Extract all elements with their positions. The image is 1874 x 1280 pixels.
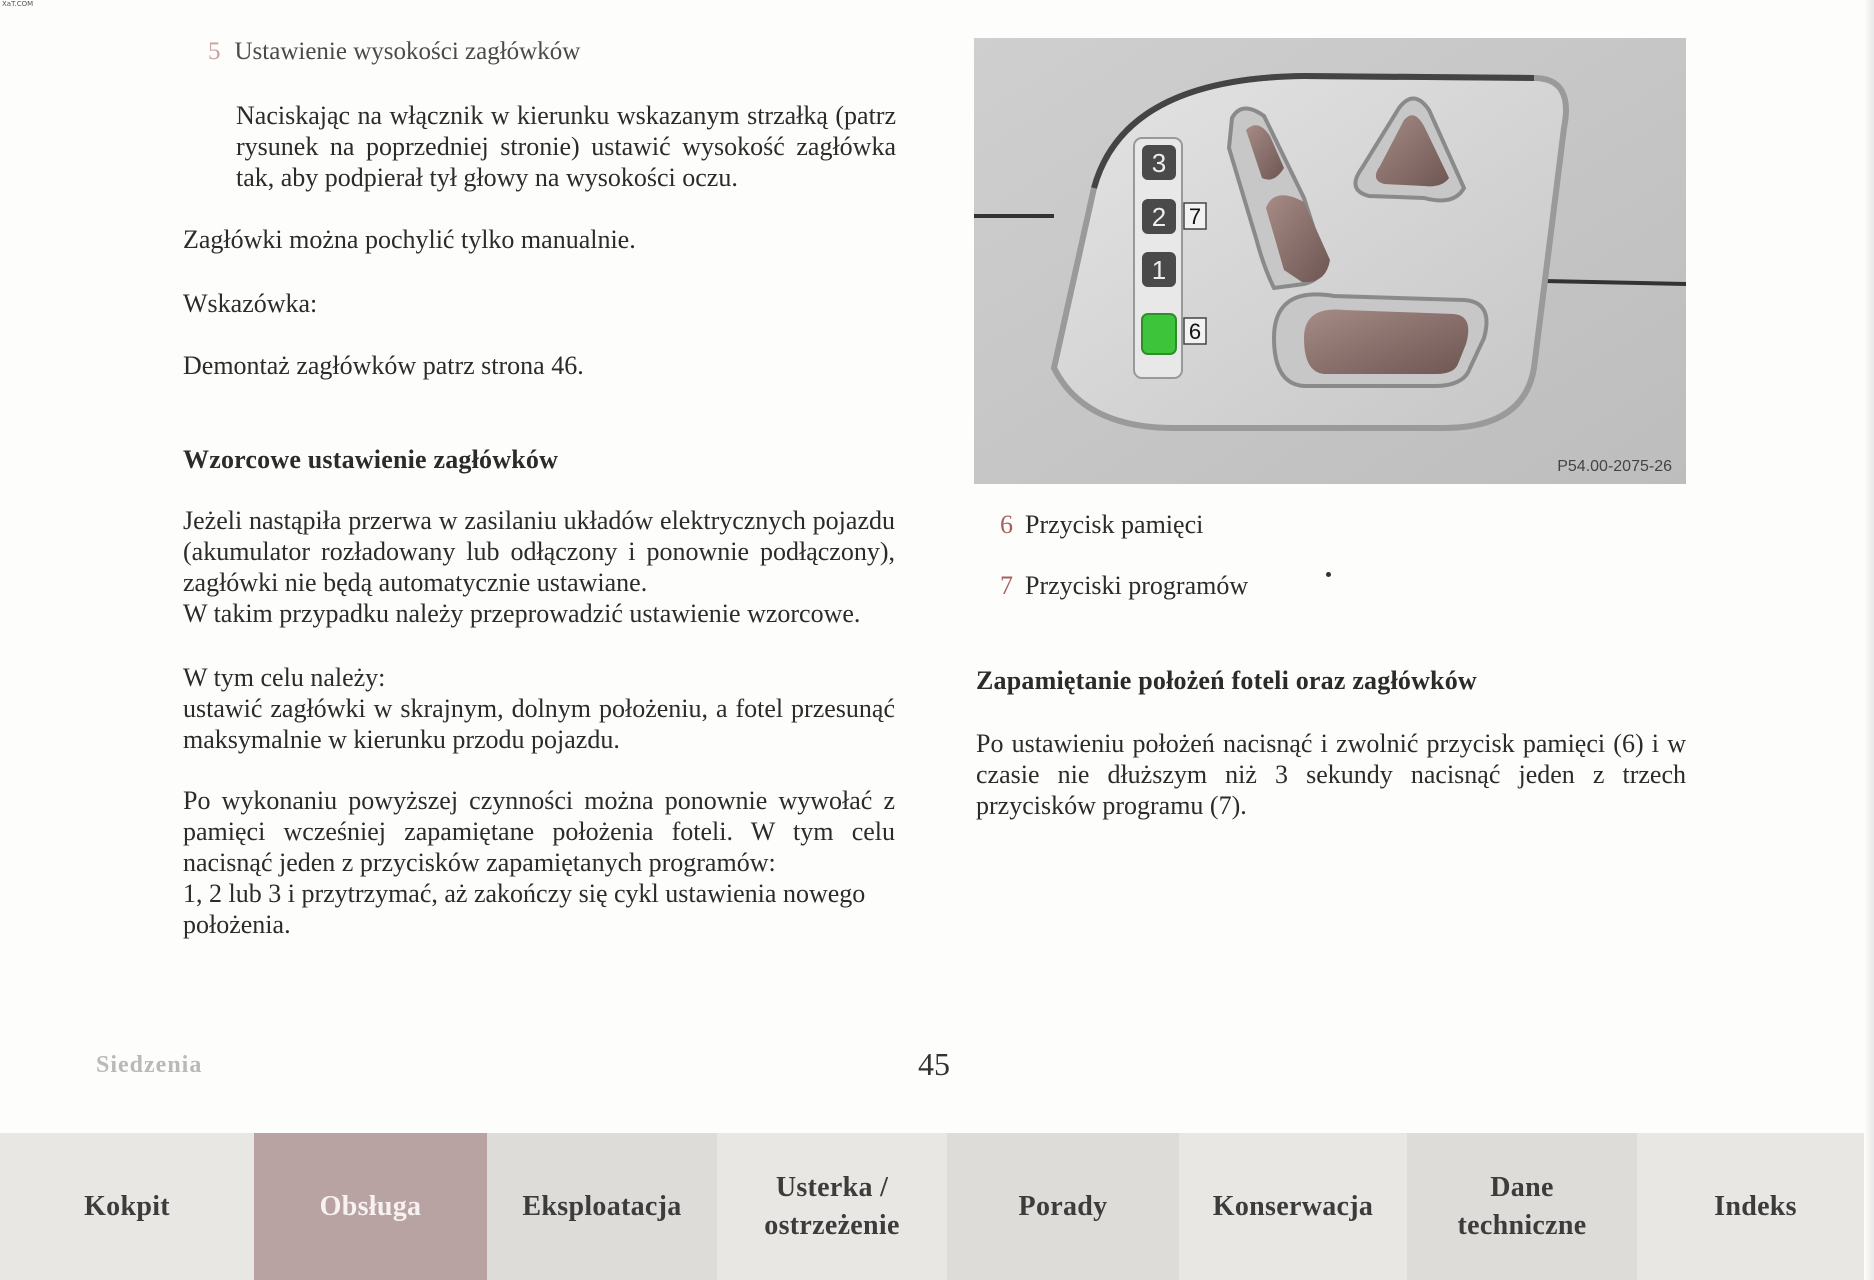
heading-reference-setting: Wzorcowe ustawienie zagłówków [183,445,559,474]
figure-label-6: 6 [1188,319,1202,344]
tab-label: Kokpit [84,1190,170,1222]
page-edge-shadow [1864,0,1874,1280]
tab-label: Eksploatacja [522,1190,682,1222]
paragraph-line: Jeżeli nastąpiła przerwa w zasilaniu układów elektrycznych pojazdu (akumulator rozładowany lub odłączony i ponownie podłączony), zagłówki nie będą automatycznie ustawiane. [183,506,895,597]
chapter-tab-bar [0,1133,1874,1280]
legend-number: 6 [1000,510,1013,539]
paragraph-line: 1, 2 lub 3 i przytrzymać, aż zakończy się cykl ustawienia nowego położenia. [183,879,866,939]
legend-number: 7 [1000,571,1013,600]
legend-item-memory-button [1000,510,1203,540]
paragraph-line: W takim przypadku należy przeprowadzić ustawienie wzorcowe. [183,599,861,628]
paragraph-line: W tym celu należy: [183,663,386,692]
page-number: 45 [918,1046,950,1082]
paragraph-line: ustawić zagłówki w skrajnym, dolnym położeniu, a fotel przesunąć maksymalnie w kierunku przodu pojazdu. [183,694,895,754]
tab-label-line2: techniczne [1457,1209,1587,1241]
program-button-label-3: 3 [1151,148,1167,178]
tab-label: Konserwacja [1212,1190,1374,1222]
legend-item-program-buttons [1000,571,1248,601]
paragraph-line: Po wykonaniu powyższej czynności można ponownie wywołać z pamięci wcześniej zapamiętane położenia foteli. W tym celu nacisnąć jeden z przycisków zapamiętanych programów: [183,786,895,877]
paragraph-power-interruption [183,505,895,629]
tab-label-line1: Usterka / [775,1171,889,1203]
stray-dot [1326,572,1331,577]
paragraph-tilt-manual: Zagłówki można pochylić tylko manualnie. [183,225,636,254]
tab-dane-techniczne[interactable] [1407,1133,1637,1280]
program-button-1 [1142,252,1176,287]
seat-control-figure [974,38,1686,484]
figure-reference-code: P54.00-2075-26 [1557,458,1672,475]
subheading-text: Ustawienie wysokości zagłówków [234,38,581,65]
tab-indeks[interactable] [1637,1133,1874,1280]
tab-kokpit[interactable] [0,1133,254,1280]
tab-obsluga[interactable] [254,1133,487,1280]
tab-eksploatacja[interactable] [487,1133,717,1280]
tab-usterka-ostrzezenie[interactable] [717,1133,947,1280]
program-button-label-1: 1 [1151,255,1167,285]
paragraph-removal-ref: Demontaż zagłówków patrz strona 46. [183,351,584,380]
tab-label: Indeks [1714,1190,1797,1222]
program-button-3 [1142,145,1176,180]
tab-konserwacja[interactable] [1179,1133,1407,1280]
subheading-number: 5 [208,38,221,65]
legend-text: Przyciski programów [1025,571,1249,600]
legend-text: Przycisk pamięci [1025,510,1204,539]
tab-label: Obsługa [319,1190,422,1222]
paragraph-memory-save: Po ustawieniu położeń nacisnąć i zwolnić przycisk pamięci (6) i w czasie nie dłuższym niż 3 sekundy nacisnąć jeden z trzech przycisków programu (7). [976,729,1686,820]
tab-label-line1: Dane [1490,1171,1554,1203]
tab-label: Porady [1018,1190,1108,1222]
watermark: XaT.COM [2,0,34,8]
paragraph-recall [183,785,895,940]
tab-porady[interactable] [947,1133,1179,1280]
tab-label-line2: ostrzeżenie [764,1209,900,1241]
figure-label-7: 7 [1188,204,1202,229]
paragraph-procedure [183,662,895,755]
paragraph-headrest-height: Naciskając na włącznik w kierunku wskazanym strzałką (patrz rysunek na poprzedniej stronie) ustawić wysokość zagłówka tak, aby podpierał tył głowy na wysokości oczu. [236,101,896,192]
memory-button [1142,314,1176,354]
note-label: Wskazówka: [183,289,318,318]
program-button-2 [1142,199,1176,234]
heading-memory-save: Zapamiętanie położeń foteli oraz zagłówków [976,666,1477,695]
subheading [208,38,580,66]
section-label: Siedzenia [96,1052,203,1078]
program-button-label-2: 2 [1151,202,1167,232]
